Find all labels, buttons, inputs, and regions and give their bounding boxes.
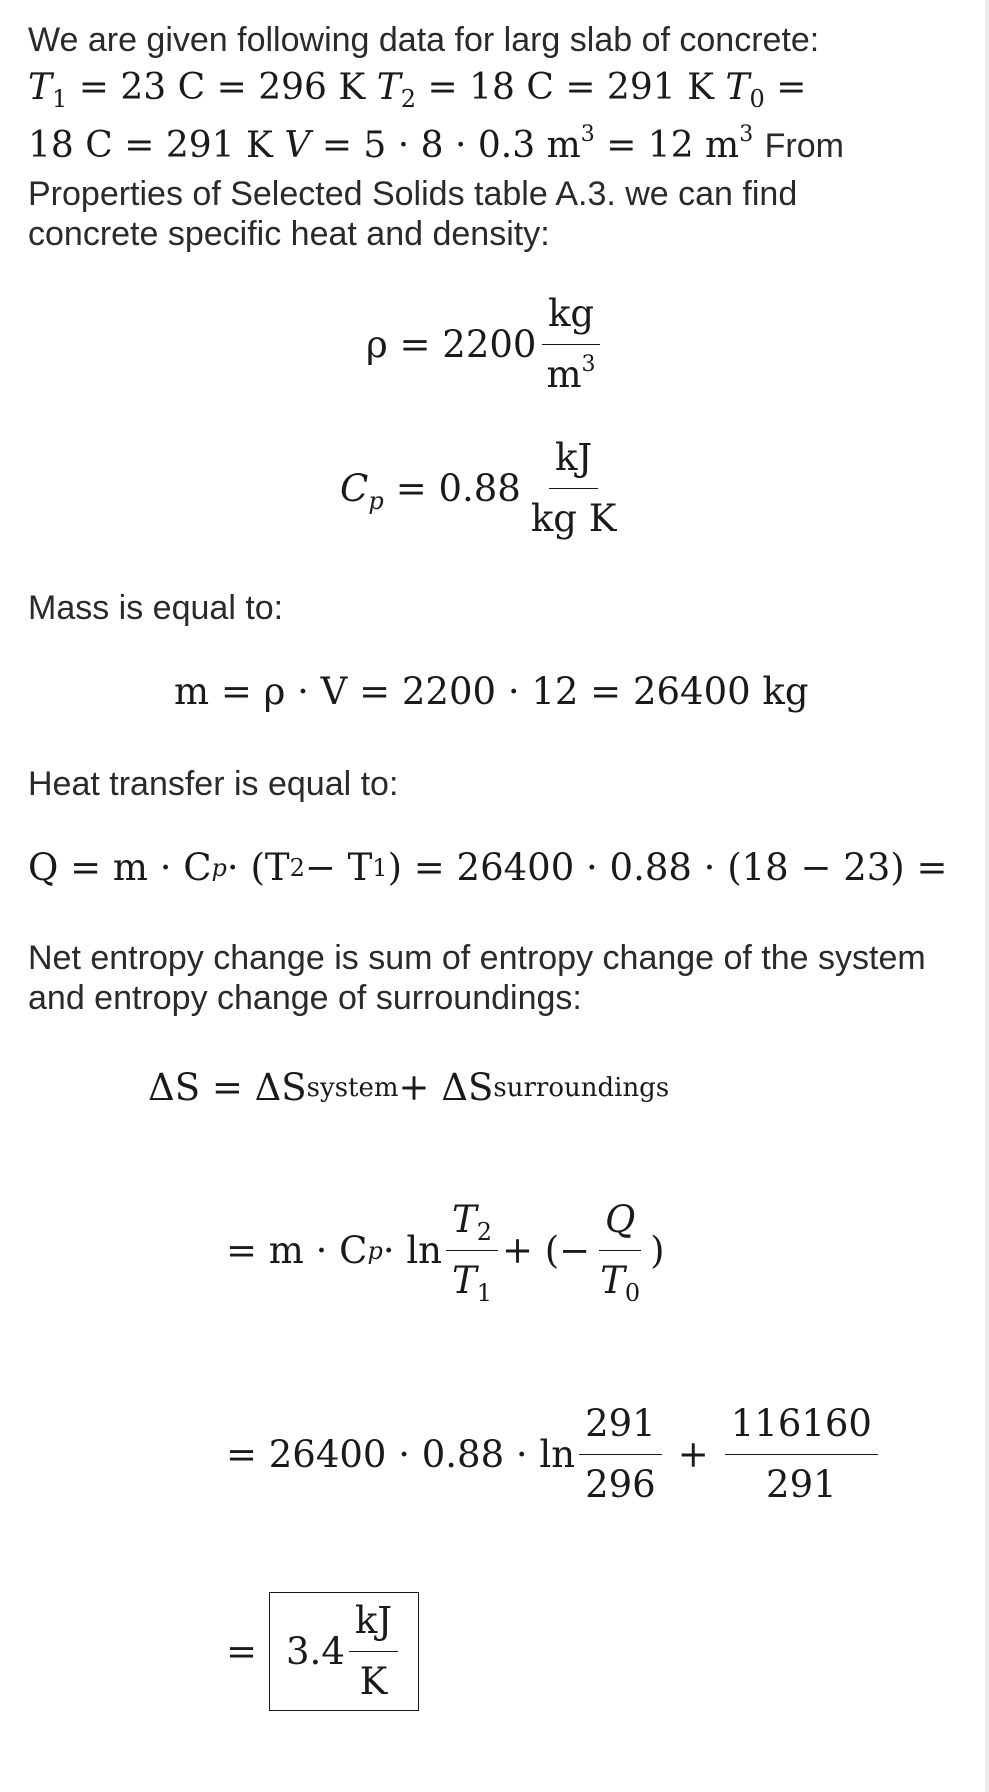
given-line-1: $T_1 = 23$ C = 296 K $T_2 = 18$ C = 291 K $T_0$ = [28, 67, 807, 113]
density-lhs: ρ = 2200 [366, 323, 537, 366]
heat-rhs: ) = 26400 · 0.88 · (18 − 23) = [387, 846, 948, 889]
entropy-eq3-lead: = 26400 · 0.88 · ln [226, 1433, 576, 1476]
temperature-ratio-fraction [446, 1198, 498, 1307]
temp-ratio-den: $T_1$ [452, 1259, 492, 1307]
ln-ratio-fraction [579, 1402, 662, 1507]
ln-ratio-num: 291 [579, 1402, 662, 1455]
intro-text: We are given following data for larg slab of concrete: [28, 21, 820, 59]
result-value: 3.4 [286, 1630, 345, 1673]
t1-value: = 23 C = 296 K [78, 67, 366, 108]
result-unit-num: kJ [349, 1599, 398, 1652]
heat-label: Heat transfer is equal to: [28, 765, 399, 803]
result-unit-fraction [349, 1599, 398, 1704]
result-box [269, 1592, 419, 1711]
mass-equation [174, 670, 809, 713]
entropy-text: Net entropy change is sum of entropy change of the system and entropy change of surroundings: [28, 939, 926, 1017]
density-fraction [540, 292, 601, 397]
scrollbar-track[interactable] [985, 0, 989, 1792]
entropy-equation-2: = m · C p · ln $\frac{T_2}{T_1}$ + (− $\frac{Q}{T_0}$ ) [226, 1198, 665, 1307]
entropy-equation-1: ΔS = ΔS system + ΔS surroundings [148, 1066, 670, 1109]
surroundings-num: 116160 [725, 1402, 878, 1455]
entropy-eq3-plus: + [677, 1433, 709, 1476]
entropy-lhs: ΔS = ΔS [148, 1066, 307, 1109]
mass-label: Mass is equal to: [28, 589, 284, 627]
specific-heat-equation [340, 436, 626, 541]
density-unit-num: kg [542, 292, 600, 345]
density-unit-den: $m^3$ [546, 352, 596, 396]
given-line-2: 18 C = 291 K V = 5 · 8 · 0.3 $m^3 = 12$ $m^3$ From [28, 122, 844, 166]
density-equation [366, 292, 606, 397]
result-equation [226, 1592, 419, 1711]
temp-ratio-num: $T_2$ [446, 1198, 498, 1251]
volume-result: = 12 m [606, 125, 740, 166]
cp-unit-num: kJ [549, 436, 598, 489]
entropy-eq2-close: ) [650, 1229, 665, 1272]
result-unit-den: K [359, 1660, 388, 1703]
ln-ratio-den: 296 [585, 1463, 656, 1506]
surroundings-den: 291 [766, 1463, 837, 1506]
t0-den: $T_0$ [600, 1259, 641, 1307]
q-num: Q [599, 1198, 641, 1251]
entropy-plus: + ΔS [398, 1066, 494, 1109]
heat-lhs: Q = m · C [28, 846, 212, 889]
surroundings-fraction [725, 1402, 878, 1507]
heat-minus: − T [304, 846, 373, 889]
entropy-eq2-plus: + (− [501, 1229, 591, 1272]
t0-prefix: = [776, 67, 807, 108]
cp-unit-den: kg K [530, 497, 617, 540]
mass-expression: m = ρ · V = 2200 · 12 = 26400 kg [174, 670, 809, 713]
t0-value: 18 C = 291 K [28, 125, 273, 166]
entropy-equation-3 [226, 1402, 882, 1507]
volume-expression: = 5 · 8 · 0.3 m [321, 125, 581, 166]
from-text: From [764, 127, 844, 165]
entropy-eq2-lead: = m · C [226, 1229, 368, 1272]
t2-value: = 18 C = 291 K [427, 67, 714, 108]
properties-text: Properties of Selected Solids table A.3. we can find concrete specific heat and density: [28, 175, 798, 253]
cp-fraction [525, 436, 623, 541]
entropy-eq2-ln: · ln [382, 1229, 443, 1272]
heat-mid: · (T [226, 846, 290, 889]
heat-equation: Q = m · C p · (T 2 − T 1 ) = 26400 · 0.88 · (18 − 23) = [28, 846, 948, 889]
q-over-t0-fraction [594, 1198, 646, 1307]
cp-symbol: $C_p$ [340, 467, 384, 515]
cp-value: = 0.88 [395, 467, 521, 510]
result-equals: = [226, 1630, 258, 1673]
